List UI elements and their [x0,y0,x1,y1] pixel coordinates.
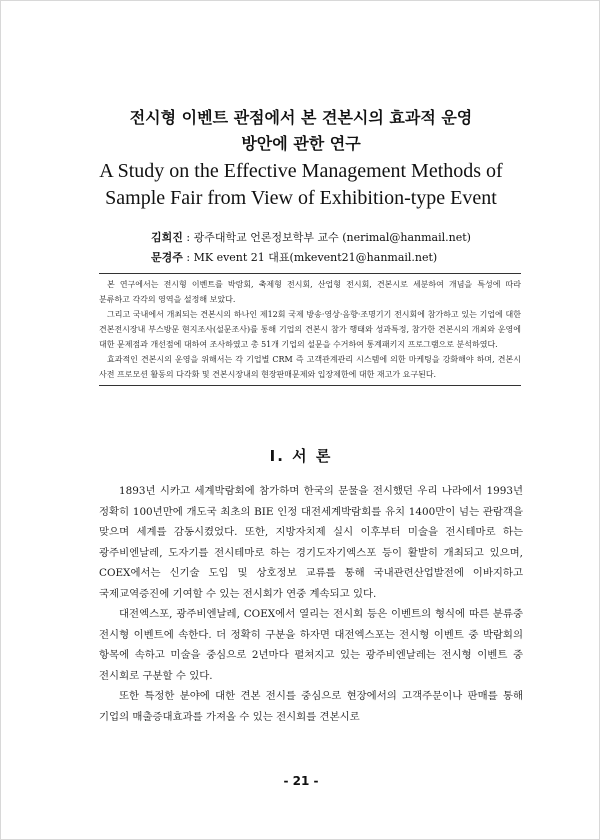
english-title-line-2: Sample Fair from View of Exhibition-type Event [105,187,497,209]
body-paragraph-1: 1893년 시카고 세계박람회에 참가하며 한국의 문물을 전시했던 우리 나라에서 1993년 정확히 100년만에 개도국 최초의 BIE 인정 대전세계박람회를 유치 1400만이 넘는 관람객을 맞으며 세계를 감동시켰었다. 또한, 지방자치제 실시 이후부터 미술을 전시테마로 하는 광주비엔날레, 도자기를 전시테마로 하는 경기도자기엑스포 등이 활발히 개최되고 있으며, COEX에서는 신기술 도입 및 상호정보 교류를 통해 국내관련산업발전에 이바지하고 국제교역증진에 기여할 수 있는 전시회가 연중 계속되고 있다. [99,485,523,600]
abstract-box [99,273,521,386]
english-title-line-1: A Study on the Effective Management Methods of [99,160,503,182]
korean-title-line-1: 전시형 이벤트 관점에서 본 견본시의 효과적 운영 [129,108,473,127]
abstract-paragraph-2: 그리고 국내에서 개최되는 견본시의 하나인 제12회 국제 방송·영상·음향·조명기기 전시회에 참가하고 있는 기업에 대한 견본전시장내 부스방문 현지조사(설문조사)를 통해 기업의 견본시 참가 행태와 성과특정, 참가한 견본시의 개최와 운영에 대한 문제점과 개선점에 대하여 조사하였고 총 51개 기업의 설문을 수거하여 통계패키지 프로그램으로 분석하였다. [99,310,521,349]
body-text [99,481,523,727]
author-1-name: 김희진 [151,231,183,244]
korean-title-line-2: 방안에 관한 연구 [241,134,361,153]
body-paragraph-2: 대전엑스포, 광주비엔날레, COEX에서 열리는 전시회 등은 이벤트의 형식에 따른 분류중 전시형 이벤트에 속한다. 더 정확히 구분을 하자면 대전엑스포는 전시형 이벤트 중 박람회의 항목에 속하고 미술을 중심으로 2년마다 펼쳐지고 있는 광주비엔날레는 전시형 이벤트 중 전시회로 구분할 수 있다. [99,608,523,682]
author-2-affiliation: : MK event 21 대표(mkevent21@hanmail.net) [182,251,438,264]
author-1-affiliation: : 광주대학교 언론정보학부 교수 (nerimal@hanmail.net) [182,231,471,244]
section-heading: I. 서 론 [269,447,333,465]
abstract-paragraph-1: 본 연구에서는 전시형 이벤트를 박람회, 축제형 전시회, 산업형 전시회, 견본시로 세분하여 개념을 특성에 따라 분류하고 각각의 영역을 설정해 보았다. [99,280,521,304]
page-number: - 21 - [283,774,319,788]
body-paragraph-3: 또한 특정한 분야에 대한 견본 전시를 중심으로 현장에서의 고객주문이나 판매를 통해 기업의 매출증대효과를 가져올 수 있는 전시회를 견본시로 [99,690,523,723]
abstract-paragraph-3: 효과적인 견본시의 운영을 위해서는 각 기업별 CRM 즉 고객관계관리 시스템에 의한 마케팅을 강화해야 하며, 견본시 사전 프로모션 활동의 다각화 및 견본시장내의 현장판매문제와 입장제한에 대한 재고가 요구된다. [99,355,521,379]
author-2-name: 문경주 [151,251,183,264]
author-1 [151,230,551,246]
author-2 [151,250,551,266]
